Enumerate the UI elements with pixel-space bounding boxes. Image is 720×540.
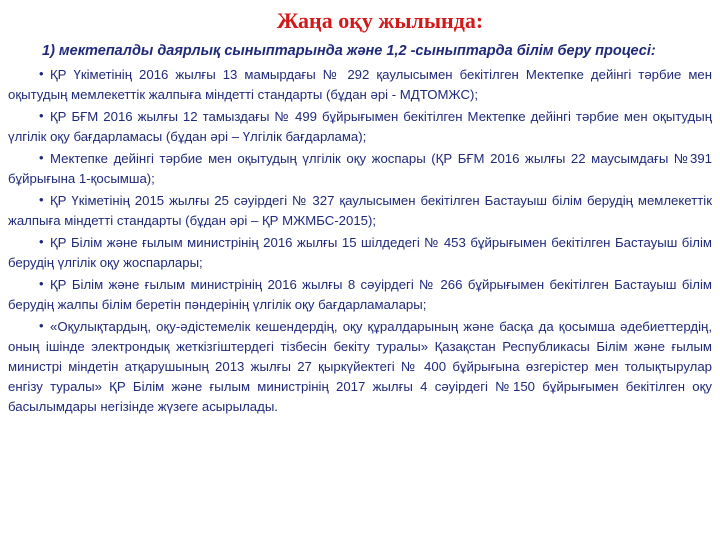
list-item-text: ҚР Білім және ғылым министрінің 2016 жылғы 15 шілдедегі № 453 бұйрығымен бекітілген Бастауыш білім берудің үлгілік оқу жоспарлары; — [8, 235, 712, 270]
list-item-text: ҚР Үкіметінің 2016 жылғы 13 мамырдағы № 292 қаулысымен бекітілген Мектепке дейінгі тәрбие мен оқытудың мемлекеттік жалпыға міндетті стандарты (бұдан әрі - МДТОМЖС); — [8, 67, 712, 102]
list-item — [8, 317, 712, 417]
list-item-text: ҚР Білім және ғылым министрінің 2016 жылғы 8 сәуірдегі № 266 бұйрығымен бекітілген Бастауыш білім берудің жалпы білім беретін пәндерінің үлгілік оқу бағдарламалары; — [8, 277, 712, 312]
slide-subtitle: 1) мектепалды даярлық сыныптарында және 1,2 -сыныптарда білім беру процесі: — [42, 43, 656, 59]
list-item — [8, 149, 712, 189]
bullet-icon: • — [39, 234, 44, 249]
list-item-text: ҚР Үкіметінің 2015 жылғы 25 сәуірдегі № 327 қаулысымен бекітілген Бастауыш білім берудің мемлекеттік жалпыға міндетті стандарты (бұдан әрі – ҚР МЖМБС-2015); — [8, 193, 712, 228]
bullet-icon: • — [39, 192, 44, 207]
list-item — [8, 275, 712, 315]
list-item-text: «Оқулықтардың, оқу-әдістемелік кешендердің, оқу құралдарының және басқа да қосымша әдебиеттердің, оның ішінде электрондық жеткізгіштердегі тізбесін бекіту туралы» Қазақстан Республикасы Білім және ғылым министрі міндетін атқарушының 2013 жылғы 27 қыркүйектегі № 400 бұйрығына өзгерістер мен толықтырулар енгізу туралы» ҚР Білім және ғылым министрінің 2017 жылғы 4 сәуірдегі №150 бұйрығымен бекітілген оқу басылымдары негізінде жүзеге асырылады. — [8, 319, 712, 414]
bullet-icon: • — [39, 150, 44, 165]
bullet-icon: • — [39, 276, 44, 291]
bullet-icon: • — [39, 108, 44, 123]
slide-title: Жаңа оқу жылында: — [276, 8, 484, 33]
list-item — [8, 65, 712, 105]
bullet-icon: • — [39, 66, 44, 81]
bullet-list — [8, 65, 712, 417]
list-item — [8, 107, 712, 147]
list-item-text: ҚР БҒМ 2016 жылғы 12 тамыздағы № 499 бұйрығымен бекітілген Мектепке дейінгі тәрбие мен оқытудың үлгілік оқу бағдарламасы (бұдан әрі – Үлгілік бағдарлама); — [8, 109, 712, 144]
list-item — [8, 233, 712, 273]
list-item-text: Мектепке дейінгі тәрбие мен оқытудың үлгілік оқу жоспары (ҚР БҒМ 2016 жылғы 22 маусымдағы №391 бұйрығына 1-қосымша); — [8, 151, 712, 186]
bullet-icon: • — [39, 318, 44, 333]
list-item — [8, 191, 712, 231]
